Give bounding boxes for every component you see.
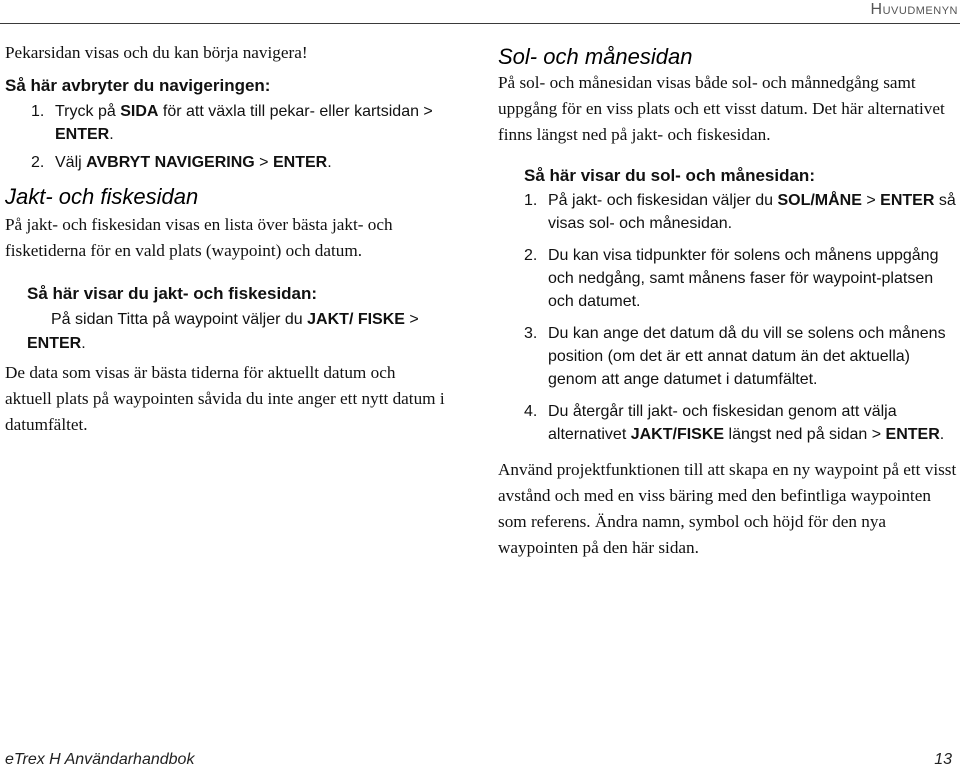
hunt-howto-text: På sidan Titta på waypoint väljer du JAKT/ FISKE > ENTER. [27,311,419,352]
cancel-steps [5,100,445,174]
list-item: 3. Du kan ange det datum då du vill se solens och månens position (om det är ett annat datum än det aktuella) genom att ange datumet i datumfältet. [524,325,946,388]
intro-text: Pekarsidan visas och du kan börja navigera! [5,43,308,62]
list-item: 4. Du återgår till jakt- och fiskesidan genom att välja alternativet JAKT/FISKE längst ned på sidan > ENTER. [524,403,945,443]
sun-howto-heading: Så här visar du sol- och månesidan: [524,166,815,185]
manual-title: eTrex H Användarhandbok [5,751,195,768]
cancel-heading: Så här avbryter du navigeringen: [5,76,271,95]
sun-section-title: Sol- och månesidan [498,44,693,69]
section-tag: Huvudmenyn [870,1,958,18]
page-number: 13 [934,751,952,768]
header-rule [0,23,960,24]
project-paragraph: Använd projektfunktionen till att skapa en ny waypoint på ett visst avstånd och med en viss bäring med den befintliga waypointen som referens. Ändra namn, symbol och höjd för den nya waypointen på den här sidan. [498,460,957,557]
hunt-section-title: Jakt- och fiskesidan [5,184,199,209]
list-item: 1. Tryck på SIDA för att växla till pekar- eller kartsidan > ENTER. [31,103,433,143]
hunt-paragraph: På jakt- och fiskesidan visas en lista över bästa jakt- och fisketiderna för en vald plats (waypoint) och datum. [5,215,393,260]
list-item: 1. På jakt- och fiskesidan väljer du SOL/MÅNE > ENTER så visas sol- och månesidan. [524,192,956,232]
right-column [498,38,958,561]
left-column [5,38,445,438]
list-item: 2. Du kan visa tidpunkter för solens och månens uppgång och nedgång, samt månens faser för waypoint-platsen och datumet. [524,247,939,310]
sun-paragraph: På sol- och månesidan visas både sol- och månnedgång samt uppgång för en viss plats och ett visst datum. Det här alternativet finns längst ned på jakt- och fiskesidan. [498,73,945,144]
hunt-note: De data som visas är bästa tiderna för aktuellt datum och aktuell plats på waypointen såvida du inte anger ett nytt datum i datumfältet. [5,363,445,434]
sun-steps [524,189,958,446]
list-item: 2. Välj AVBRYT NAVIGERING > ENTER. [31,154,332,171]
hunt-howto-heading: Så här visar du jakt- och fiskesidan: [27,284,318,303]
